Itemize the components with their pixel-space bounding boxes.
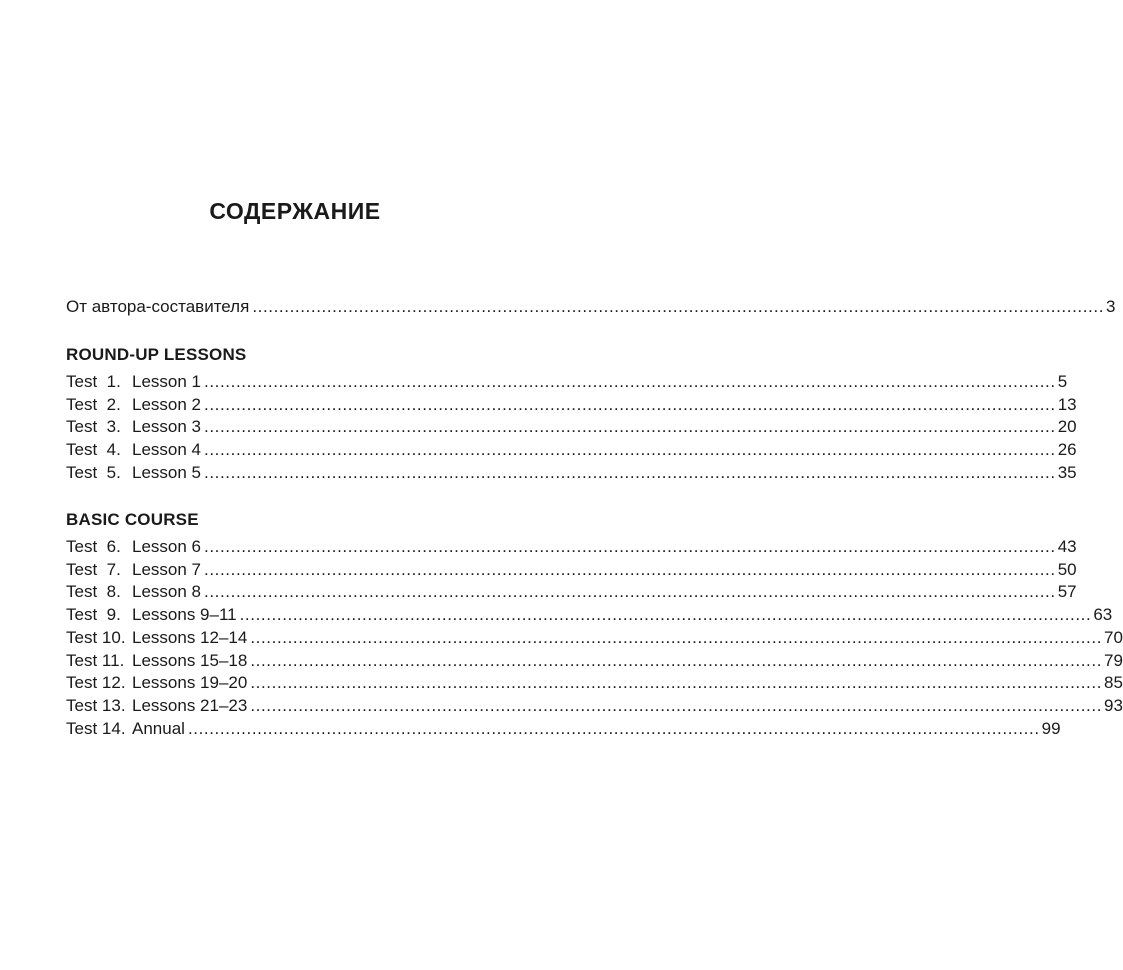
toc-test-number: Test 2. [66, 395, 121, 414]
toc-page-number: 26 [1057, 440, 1077, 459]
toc-entry[interactable] [66, 394, 1077, 416]
toc-leader-dots: ................................................................................................................................................................ [204, 440, 1056, 459]
toc-lesson-name: Lessons 19–20 [132, 673, 248, 692]
toc-leader-dots: ................................................................................................................................................................ [250, 673, 1103, 692]
toc-entry[interactable] [66, 695, 1123, 717]
toc-test-number: Test 3. [66, 417, 121, 436]
toc-test-number: Test 6. [66, 537, 121, 556]
toc-test-number: Test 14. [66, 719, 126, 738]
toc-test-number: Test 4. [66, 440, 121, 459]
toc-page-number: 20 [1057, 417, 1077, 436]
toc-lesson-name: Lesson 5 [132, 463, 201, 482]
toc-entry[interactable] [66, 627, 1123, 649]
toc-entry-label: От автора-составителя [66, 297, 250, 316]
toc-entry-label [66, 650, 250, 672]
toc-lesson-name: Lesson 6 [132, 537, 201, 556]
toc-leader-dots: ................................................................................................................................................................ [204, 372, 1056, 391]
toc-entry-intro[interactable] [66, 296, 1116, 318]
toc-leader-dots: ................................................................................................................................................................ [204, 582, 1056, 601]
toc-test-number: Test 1. [66, 372, 121, 391]
toc-entry-label [66, 581, 204, 603]
toc-test-number: Test 10. [66, 628, 126, 647]
toc-page-number: 85 [1104, 673, 1123, 692]
toc-page-number: 43 [1057, 537, 1077, 556]
toc-page-number: 13 [1057, 395, 1077, 414]
toc-test-number: Test 8. [66, 582, 121, 601]
toc-entry-label [66, 695, 250, 717]
toc-lesson-name: Lesson 1 [132, 372, 201, 391]
toc-leader-dots: ................................................................................................................................................................ [187, 719, 1040, 738]
toc-leader-dots: ................................................................................................................................................................ [250, 696, 1103, 715]
toc-leader-dots: ................................................................................................................................................................ [204, 560, 1056, 579]
section-heading-round-up: ROUND-UP LESSONS [66, 345, 247, 364]
toc-lesson-name: Lesson 2 [132, 395, 201, 414]
toc-entry[interactable] [66, 650, 1123, 672]
toc-test-number: Test 9. [66, 605, 121, 624]
toc-entry[interactable] [66, 416, 1077, 438]
toc-test-number: Test 7. [66, 560, 121, 579]
toc-entry-label [66, 536, 204, 558]
toc-test-number: Test 13. [66, 696, 126, 715]
toc-test-number: Test 11. [66, 651, 125, 670]
toc-lesson-name: Lessons 21–23 [132, 696, 248, 715]
toc-page-number: 3 [1106, 297, 1116, 316]
toc-lesson-name: Annual [132, 719, 185, 738]
toc-entry-label [66, 604, 240, 626]
toc-entry-label [66, 559, 204, 581]
toc-leader-dots: ................................................................................................................................................................ [239, 605, 1092, 624]
toc-lesson-name: Lessons 12–14 [132, 628, 248, 647]
section-heading-basic-course: BASIC COURSE [66, 510, 199, 529]
toc-test-number: Test 12. [66, 673, 126, 692]
toc-entry-label [66, 416, 204, 438]
toc-test-number: Test 5. [66, 463, 121, 482]
toc-entry-label [66, 627, 250, 649]
toc-leader-dots: ................................................................................................................................................................ [204, 395, 1056, 414]
toc-page-number: 70 [1104, 628, 1123, 647]
toc-lesson-name: Lessons 9–11 [132, 605, 237, 624]
toc-page-number: 99 [1041, 719, 1061, 738]
page-title: СОДЕРЖАНИЕ [209, 198, 381, 224]
toc-entry-label [66, 371, 204, 393]
toc-entry[interactable] [66, 604, 1113, 626]
toc-leader-dots: ................................................................................................................................................................ [250, 651, 1103, 670]
toc-lesson-name: Lessons 15–18 [132, 651, 248, 670]
toc-entry[interactable] [66, 371, 1068, 393]
toc-entry[interactable] [66, 439, 1077, 461]
toc-entry-label [66, 462, 204, 484]
toc-entry[interactable] [66, 581, 1077, 603]
toc-leader-dots: ................................................................................................................................................................ [204, 537, 1056, 556]
toc-page-number: 50 [1057, 560, 1077, 579]
toc-entry[interactable] [66, 718, 1061, 740]
toc-lesson-name: Lesson 3 [132, 417, 201, 436]
toc-lesson-name: Lesson 4 [132, 440, 201, 459]
toc-entry-label [66, 394, 204, 416]
toc-entry-label [66, 672, 250, 694]
toc-leader-dots: ................................................................................................................................................................ [204, 417, 1056, 436]
toc-page-number: 35 [1057, 463, 1077, 482]
toc-page-number: 63 [1093, 605, 1113, 624]
toc-leader-dots: ................................................................................................................................................................ [250, 628, 1103, 647]
toc-page-number: 93 [1104, 696, 1123, 715]
toc-entry[interactable] [66, 536, 1077, 558]
toc-entry-label [66, 718, 188, 740]
toc-leader-dots: ................................................................................................................................................................ [252, 297, 1105, 316]
toc-page-number: 79 [1104, 651, 1123, 670]
toc-page-number: 57 [1057, 582, 1077, 601]
toc-leader-dots: ................................................................................................................................................................ [204, 463, 1056, 482]
toc-lesson-name: Lesson 7 [132, 560, 201, 579]
toc-page-number: 5 [1057, 372, 1068, 391]
toc-entry[interactable] [66, 672, 1123, 694]
toc-lesson-name: Lesson 8 [132, 582, 201, 601]
toc-entry-label [66, 439, 204, 461]
toc-entry[interactable] [66, 559, 1077, 581]
toc-entry[interactable] [66, 462, 1077, 484]
